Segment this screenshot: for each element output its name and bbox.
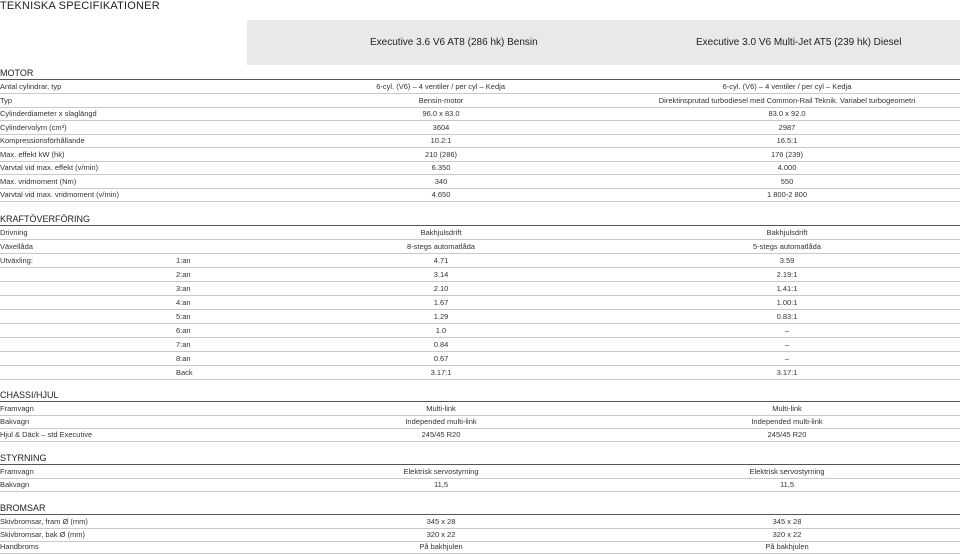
section-kraftoverforing: KRAFTÖVERFÖRING: [0, 213, 960, 226]
gear-label: 4:an: [176, 298, 191, 307]
value-petrol: 6.350: [431, 163, 451, 172]
value-diesel: På bakhjulen: [765, 542, 809, 551]
value-diesel: 16.5:1: [776, 136, 798, 145]
spec-label: Varvtal vid max. effekt (v/min): [0, 163, 99, 172]
value-petrol: 245/45 R20: [421, 430, 461, 439]
value-diesel: 4.000: [777, 163, 797, 172]
value-petrol: 1.29: [433, 312, 449, 321]
value-petrol: 3.14: [433, 270, 449, 279]
gear-label: 5:an: [176, 312, 191, 321]
value-diesel: Direktinsprutad turbodiesel med Common-Rail Teknik. Variabel turbogeometri: [658, 95, 916, 105]
spec-row: [0, 134, 960, 148]
value-petrol: På bakhjulen: [419, 542, 463, 551]
value-diesel: 3.59: [779, 256, 795, 265]
value-petrol: 4.71: [433, 256, 449, 265]
value-diesel: 83.0 x 92.0: [768, 109, 806, 118]
spec-label: Framvagn: [0, 404, 34, 413]
spec-label: Framvagn: [0, 467, 34, 476]
spec-label: Drivning: [0, 228, 28, 237]
spec-label: Typ: [0, 95, 13, 105]
value-petrol: 2.10: [433, 284, 449, 293]
value-diesel: 6-cyl. (V6) – 4 ventiler / per cyl – Kedja: [722, 82, 852, 91]
spec-label: Antal cylindrar, typ: [0, 82, 62, 91]
spec-row: [0, 310, 960, 324]
value-diesel: 3.17:1: [776, 368, 798, 377]
value-petrol: 345 x 28: [426, 517, 456, 526]
value-diesel: 550: [780, 176, 794, 186]
value-diesel: 1.41:1: [776, 284, 798, 293]
value-petrol: 320 x 22: [426, 529, 456, 539]
spec-row: [0, 121, 960, 135]
value-petrol: 3.17:1: [430, 368, 452, 377]
value-petrol: 1.67: [433, 298, 449, 307]
spec-row: [0, 324, 960, 338]
value-diesel: Multi-link: [772, 404, 802, 413]
spec-label: Cylindervolym (cm³): [0, 122, 67, 132]
spec-row: [0, 240, 960, 254]
value-petrol: Elektrisk servostyrning: [403, 467, 479, 476]
value-petrol: Bensin-motor: [418, 95, 464, 105]
spec-row: [0, 188, 960, 202]
value-petrol: 210 (286): [424, 149, 458, 159]
value-diesel: Elektrisk servostyrning: [749, 467, 825, 476]
spec-row: [0, 352, 960, 366]
spec-label: Varvtal vid max. vridmoment (v/min): [0, 190, 120, 199]
spec-row: [0, 226, 960, 240]
value-diesel: 320 x 22: [772, 529, 802, 539]
section-styrning: STYRNING: [0, 452, 960, 465]
value-petrol: 10.2:1: [430, 136, 452, 145]
spec-row: [0, 428, 960, 442]
spec-row: [0, 254, 960, 268]
spec-label: Max. vridmoment (Nm): [0, 176, 77, 186]
section-bromsar: BROMSAR: [0, 502, 960, 515]
value-petrol: 6-cyl. (V6) – 4 ventiler / per cyl – Kedja: [376, 82, 505, 91]
value-petrol: 1.0: [435, 326, 447, 335]
value-diesel: Independed multi-link: [751, 417, 823, 426]
spec-label: Kompressionsförhållande: [0, 136, 85, 145]
value-petrol: Bakhjulsdrift: [420, 228, 462, 237]
value-petrol: Multi-link: [426, 404, 456, 413]
spec-row: [0, 80, 960, 94]
spec-label: Skivbromsar, fram Ø (mm): [0, 517, 88, 526]
spec-label: Hjul & Däck – std Executive: [0, 430, 93, 439]
gear-label: Back: [176, 368, 193, 377]
spec-row: [0, 107, 960, 121]
column-header-diesel: Executive 3.0 V6 Multi-Jet AT5 (239 hk) Diesel: [696, 37, 902, 48]
spec-row: [0, 415, 960, 429]
value-diesel: 11,5: [779, 480, 795, 489]
spec-row: [0, 148, 960, 162]
value-petrol: 0.84: [433, 340, 449, 349]
spec-label: Bakvagn: [0, 480, 30, 489]
value-petrol: 11,5: [433, 480, 449, 489]
spec-label: Bakvagn: [0, 417, 30, 426]
value-diesel: 2.19:1: [776, 270, 798, 279]
value-diesel: –: [784, 354, 790, 363]
value-diesel: 1.00:1: [776, 298, 798, 307]
column-header-petrol: Executive 3.6 V6 AT8 (286 hk) Bensin: [370, 37, 538, 48]
spec-row: [0, 478, 960, 492]
spec-label: Handbroms: [0, 542, 39, 551]
spec-label: Växellåda: [0, 242, 33, 251]
value-diesel: 245/45 R20: [767, 430, 807, 439]
spec-row: [0, 175, 960, 189]
gear-label: 7:an: [176, 340, 191, 349]
spec-row: [0, 161, 960, 175]
section-motor: MOTOR: [0, 67, 960, 80]
spec-row: [0, 402, 960, 416]
spec-label: Cylinderdiameter x slaglängd: [0, 109, 97, 118]
spec-row: [0, 540, 960, 554]
value-diesel: 5-stegs automatlåda: [753, 242, 821, 251]
value-petrol: 3604: [432, 122, 450, 132]
value-diesel: 345 x 28: [772, 517, 802, 526]
value-petrol: 340: [434, 176, 448, 186]
page-title: TEKNISKA SPECIFIKATIONER: [0, 0, 160, 12]
value-diesel: 1 800-2 800: [766, 190, 808, 199]
value-petrol: 0.67: [433, 354, 449, 363]
spec-label: Skivbromsar, bak Ø (mm): [0, 529, 86, 539]
value-diesel: 0.83:1: [776, 312, 798, 321]
value-petrol: 96.0 x 83.0: [422, 109, 460, 118]
gear-label: 1:an: [176, 256, 191, 265]
gear-label: 2:an: [176, 270, 191, 279]
spec-row: [0, 268, 960, 282]
value-petrol: Independed multi-link: [405, 417, 477, 426]
spec-row: [0, 338, 960, 352]
value-diesel: –: [784, 340, 790, 349]
gear-label: 6:an: [176, 326, 191, 335]
value-petrol: 4.650: [431, 190, 451, 199]
value-diesel: –: [784, 326, 790, 335]
gear-label: 8:an: [176, 354, 191, 363]
section-chassi: CHASSI/HJUL: [0, 389, 960, 402]
value-diesel: Bakhjulsdrift: [766, 228, 808, 237]
spec-row: [0, 366, 960, 380]
spec-row: [0, 465, 960, 479]
spec-row: [0, 94, 960, 108]
gear-label: 3:an: [176, 284, 191, 293]
spec-row: [0, 282, 960, 296]
value-diesel: 2987: [778, 122, 796, 132]
spec-label: Max. effekt kW (hk): [0, 149, 65, 159]
value-petrol: 8-stegs automatlåda: [407, 242, 475, 251]
spec-row: [0, 296, 960, 310]
spec-label: Utväxling:: [0, 256, 33, 265]
value-diesel: 176 (239): [770, 149, 804, 159]
